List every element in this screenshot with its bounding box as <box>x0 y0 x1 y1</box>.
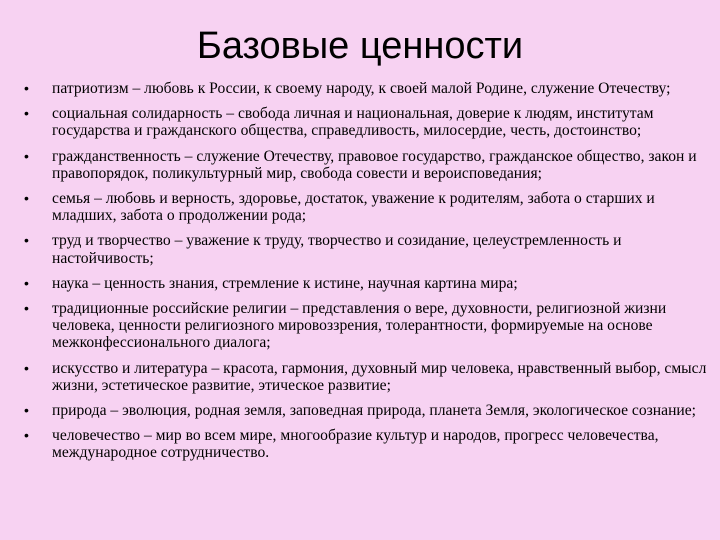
list-item-text: человечество – мир во всем мире, многообразие культур и народов, прогресс человечества, международное сотрудничество. <box>52 427 659 462</box>
list-item-text: традиционные российские религии – представления о вере, духовности, религиозной жизни человека, ценности религиозного мировоззрения, толерантности, формируемые на основе межконфессионального диалога; <box>52 300 667 352</box>
list-item-science <box>24 275 714 292</box>
bullet-icon: • <box>24 300 29 317</box>
bullet-icon: • <box>24 190 29 207</box>
list-item-text: наука – ценность знания, стремление к истине, научная картина мира; <box>52 274 518 292</box>
list-item-religions <box>24 300 714 352</box>
bullet-icon: • <box>24 427 29 444</box>
list-item-citizenship <box>24 148 714 182</box>
bullet-icon: • <box>24 105 29 122</box>
list-item-text: семья – любовь и верность, здоровье, достаток, уважение к родителям, забота о старших и младших, забота о продолжении рода; <box>52 190 655 225</box>
bullet-icon: • <box>24 80 29 96</box>
slide-title: Базовые ценности <box>196 25 524 67</box>
list-item-humanity <box>24 427 714 461</box>
list-item-patriotism <box>24 80 714 97</box>
bullet-icon: • <box>24 232 29 249</box>
list-item-text: труд и творчество – уважение к труду, творчество и созидание, целеустремленность и настойчивость; <box>52 232 622 267</box>
list-item-text: искусство и литература – красота, гармония, духовный мир человека, нравственный выбор, смысл жизни, эстетическое развитие, этическое развитие; <box>52 359 707 394</box>
bullet-icon: • <box>24 402 29 419</box>
list-item-text: природа – эволюция, родная земля, заповедная природа, планета Земля, экологическое сознание; <box>52 402 697 420</box>
list-item-social-solidarity <box>24 105 714 139</box>
bullet-icon: • <box>24 274 29 291</box>
list-item-art-literature <box>24 360 714 394</box>
list-item-text: патриотизм – любовь к России, к своему народу, к своей малой Родине, служение Отечеству; <box>52 80 671 97</box>
list-item-family <box>24 190 714 224</box>
list-item-labor-creativity <box>24 232 714 266</box>
values-list <box>24 80 714 470</box>
list-item-text: гражданственность – служение Отечеству, правовое государство, гражданское общество, закон и правопорядок, поликультурный мир, свобода совести и вероисповедания; <box>52 147 697 182</box>
list-item-text: социальная солидарность – свобода личная и национальная, доверие к людям, институтам государства и гражданского общества, справедливость, милосердие, честь, достоинство; <box>52 105 654 140</box>
list-item-nature <box>24 402 714 419</box>
bullet-icon: • <box>24 359 29 376</box>
bullet-icon: • <box>24 147 29 164</box>
